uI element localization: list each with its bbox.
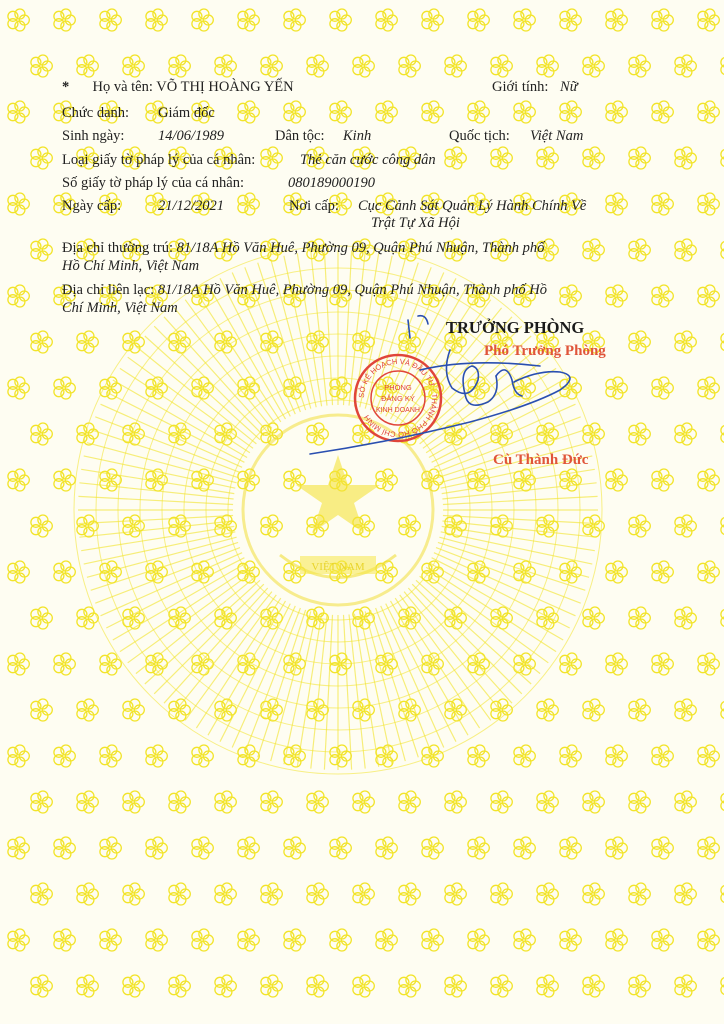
- pattern-flower: [560, 285, 581, 307]
- pattern-flower: [514, 929, 535, 951]
- pattern-flower: [560, 837, 581, 859]
- pattern-flower: [468, 745, 489, 767]
- pattern-flower: [583, 975, 604, 997]
- pattern-flower: [514, 9, 535, 31]
- pattern-flower: [629, 883, 650, 905]
- emblem-ribbon-text: VIỆT NAM: [311, 561, 365, 573]
- perm-addr-row: [62, 239, 544, 257]
- signature-title: TRƯỞNG PHÒNG: [446, 318, 585, 337]
- pattern-ray: [412, 584, 522, 694]
- pattern-flower: [675, 331, 696, 353]
- pattern-flower: [537, 515, 558, 537]
- pattern-flower: [652, 653, 673, 675]
- stamp-center-line2: ĐĂNG KÝ: [381, 394, 415, 403]
- stamp-center-line3: KINH DOANH: [376, 407, 420, 414]
- pattern-flower: [560, 653, 581, 675]
- pattern-flower: [698, 9, 719, 31]
- doc-no-label: Số giấy tờ pháp lý của cá nhân:: [62, 175, 245, 191]
- dob-label: Sinh ngày:: [62, 128, 125, 144]
- pattern-ray: [311, 614, 327, 768]
- pattern-flower: [652, 929, 673, 951]
- pattern-flower: [8, 193, 29, 215]
- pattern-flower: [514, 745, 535, 767]
- pattern-flower: [8, 377, 29, 399]
- pattern-flower: [123, 55, 144, 77]
- pattern-flower: [445, 147, 466, 169]
- pattern-ray: [258, 610, 306, 757]
- pattern-flower: [31, 975, 52, 997]
- doc-type-label: Loại giấy tờ pháp lý của cá nhân:: [62, 152, 256, 168]
- contact-addr-row: [62, 281, 547, 299]
- pattern-flower: [100, 837, 121, 859]
- pattern-ray: [79, 521, 233, 537]
- pattern-flower: [353, 883, 374, 905]
- pattern-flower: [146, 837, 167, 859]
- pattern-flower: [698, 285, 719, 307]
- pattern-flower: [31, 55, 52, 77]
- pattern-flower: [31, 883, 52, 905]
- pattern-flower: [54, 745, 75, 767]
- pattern-flower: [468, 837, 489, 859]
- stamp-center-line1: PHÒNG: [384, 383, 412, 392]
- pattern-flower: [491, 883, 512, 905]
- pattern-flower: [422, 9, 443, 31]
- pattern-flower: [192, 929, 213, 951]
- gender-row: [492, 78, 578, 96]
- handwritten-signature: [300, 310, 630, 470]
- pattern-ray: [164, 588, 268, 703]
- pattern-flower: [583, 55, 604, 77]
- pattern-flower: [583, 699, 604, 721]
- doc-type-value: Thẻ căn cước công dân: [300, 152, 436, 168]
- pattern-flower: [31, 147, 52, 169]
- pattern-flower: [537, 883, 558, 905]
- pattern-flower: [675, 515, 696, 537]
- pattern-flower: [238, 377, 259, 399]
- pattern-flower: [77, 699, 98, 721]
- title-value: Giám đốc: [158, 105, 215, 121]
- pattern-flower: [537, 55, 558, 77]
- pattern-flower: [606, 193, 627, 215]
- pattern-flower: [123, 975, 144, 997]
- pattern-flower: [31, 239, 52, 261]
- pattern-flower: [376, 469, 397, 491]
- pattern-flower: [606, 653, 627, 675]
- pattern-flower: [54, 9, 75, 31]
- pattern-flower: [560, 9, 581, 31]
- pattern-flower: [261, 883, 282, 905]
- pattern-flower: [606, 561, 627, 583]
- pattern-flower: [629, 975, 650, 997]
- pattern-flower: [629, 55, 650, 77]
- pattern-flower: [652, 469, 673, 491]
- pattern-flower: [330, 9, 351, 31]
- pattern-flower: [537, 975, 558, 997]
- pattern-flower: [675, 607, 696, 629]
- pattern-flower: [445, 791, 466, 813]
- pattern-ray: [443, 496, 598, 504]
- pattern-flower: [192, 745, 213, 767]
- perm-addr-line1: 81/18A Hồ Văn Huê, Phường 09, Quận Phú Nhuận, Thành phố: [176, 240, 545, 256]
- signature-subtitle: Phó Trưởng Phòng: [484, 343, 606, 359]
- pattern-flower: [284, 9, 305, 31]
- pattern-ray: [441, 532, 593, 564]
- issue-date-value: 21/12/2021: [158, 198, 225, 214]
- pattern-ray: [154, 584, 264, 694]
- pattern-flower: [468, 929, 489, 951]
- pattern-ray: [360, 613, 392, 765]
- pattern-ray: [443, 516, 598, 524]
- pattern-ray: [284, 613, 316, 765]
- pattern-flower: [123, 699, 144, 721]
- pattern-flower: [192, 837, 213, 859]
- pattern-flower: [376, 561, 397, 583]
- pattern-flower: [353, 55, 374, 77]
- pattern-flower: [261, 147, 282, 169]
- pattern-flower: [215, 55, 236, 77]
- pattern-flower: [31, 607, 52, 629]
- pattern-flower: [422, 101, 443, 123]
- pattern-flower: [652, 837, 673, 859]
- pattern-ray: [91, 430, 238, 478]
- pattern-flower: [376, 9, 397, 31]
- doc-no-value: 080189000190: [288, 175, 375, 191]
- pattern-flower: [583, 239, 604, 261]
- pattern-flower: [399, 55, 420, 77]
- pattern-flower: [330, 101, 351, 123]
- pattern-flower: [698, 377, 719, 399]
- issue-place-line1: Cục Cảnh Sát Quản Lý Hành Chính Về: [358, 198, 587, 214]
- pattern-ray: [416, 580, 531, 684]
- pattern-flower: [606, 745, 627, 767]
- pattern-flower: [399, 975, 420, 997]
- pattern-ray: [164, 317, 268, 432]
- pattern-flower: [675, 883, 696, 905]
- pattern-flower: [261, 55, 282, 77]
- issue-place-label: Nơi cấp:: [289, 198, 339, 214]
- pattern-flower: [77, 791, 98, 813]
- pattern-flower: [307, 975, 328, 997]
- pattern-flower: [146, 745, 167, 767]
- pattern-flower: [491, 791, 512, 813]
- pattern-flower: [606, 9, 627, 31]
- pattern-flower: [215, 883, 236, 905]
- pattern-flower: [514, 837, 535, 859]
- pattern-flower: [123, 791, 144, 813]
- pattern-flower: [675, 239, 696, 261]
- pattern-flower: [698, 101, 719, 123]
- pattern-flower: [606, 837, 627, 859]
- pattern-flower: [353, 975, 374, 997]
- pattern-flower: [330, 837, 351, 859]
- perm-addr-label: Địa chỉ thường trú:: [62, 240, 173, 256]
- pattern-flower: [468, 9, 489, 31]
- pattern-flower: [537, 791, 558, 813]
- pattern-flower: [652, 101, 673, 123]
- pattern-flower: [169, 55, 190, 77]
- pattern-flower: [77, 55, 98, 77]
- pattern-ray: [145, 336, 260, 440]
- pattern-ray: [78, 516, 233, 524]
- pattern-flower: [629, 791, 650, 813]
- pattern-ray: [78, 496, 233, 504]
- pattern-flower: [399, 791, 420, 813]
- pattern-flower: [54, 469, 75, 491]
- pattern-flower: [652, 285, 673, 307]
- gender-value: Nữ: [560, 79, 578, 95]
- pattern-ray: [196, 292, 280, 422]
- pattern-flower: [238, 837, 259, 859]
- pattern-flower: [307, 791, 328, 813]
- pattern-flower: [54, 377, 75, 399]
- pattern-flower: [31, 515, 52, 537]
- pattern-flower: [54, 837, 75, 859]
- name-label: Họ và tên:: [92, 79, 153, 95]
- pattern-flower: [54, 653, 75, 675]
- pattern-flower: [261, 515, 282, 537]
- pattern-flower: [31, 423, 52, 445]
- pattern-flower: [445, 975, 466, 997]
- pattern-flower: [629, 699, 650, 721]
- pattern-flower: [468, 101, 489, 123]
- pattern-flower: [652, 9, 673, 31]
- pattern-flower: [606, 929, 627, 951]
- stamp-ring-text: SỞ KẾ HOẠCH VÀ ĐẦU TƯ · THÀNH PHỐ HỒ CHÍ MINH: [356, 356, 440, 440]
- pattern-flower: [77, 515, 98, 537]
- pattern-flower: [8, 561, 29, 583]
- pattern-flower: [169, 883, 190, 905]
- perm-addr-line2: Hồ Chí Minh, Việt Nam: [62, 258, 200, 274]
- pattern-flower: [399, 515, 420, 537]
- pattern-flower: [123, 883, 144, 905]
- pattern-flower: [238, 9, 259, 31]
- pattern-flower: [537, 147, 558, 169]
- pattern-flower: [77, 331, 98, 353]
- ethnic-label: Dân tộc:: [275, 128, 325, 144]
- pattern-flower: [652, 377, 673, 399]
- pattern-flower: [284, 837, 305, 859]
- pattern-flower: [652, 745, 673, 767]
- pattern-flower: [629, 331, 650, 353]
- pattern-flower: [353, 791, 374, 813]
- contact-addr-label: Địa chỉ liên lạc:: [62, 282, 155, 298]
- bullet: *: [62, 79, 70, 95]
- pattern-ray: [408, 588, 512, 703]
- pattern-flower: [215, 791, 236, 813]
- pattern-flower: [192, 9, 213, 31]
- pattern-flower: [698, 193, 719, 215]
- name-value: VÕ THỊ HOÀNG YẾN: [156, 79, 294, 95]
- pattern-flower: [238, 193, 259, 215]
- pattern-flower: [629, 147, 650, 169]
- nationality-label: Quốc tịch:: [449, 128, 510, 144]
- pattern-flower: [284, 929, 305, 951]
- pattern-flower: [445, 55, 466, 77]
- contact-addr-line2: Chí Minh, Việt Nam: [62, 300, 178, 316]
- pattern-flower: [8, 9, 29, 31]
- pattern-flower: [537, 699, 558, 721]
- pattern-flower: [100, 561, 121, 583]
- pattern-flower: [583, 147, 604, 169]
- pattern-flower: [77, 607, 98, 629]
- pattern-flower: [8, 653, 29, 675]
- pattern-flower: [169, 791, 190, 813]
- pattern-ray: [84, 532, 236, 564]
- pattern-ray: [174, 308, 272, 429]
- signer-name: Cù Thành Đức: [493, 452, 589, 468]
- dob-value: 14/06/1989: [158, 128, 225, 144]
- pattern-flower: [261, 331, 282, 353]
- pattern-flower: [675, 423, 696, 445]
- pattern-flower: [629, 607, 650, 629]
- name-row: [62, 78, 294, 96]
- pattern-flower: [100, 9, 121, 31]
- title-label: Chức danh:: [62, 105, 130, 121]
- pattern-ray: [438, 542, 585, 590]
- pattern-flower: [54, 561, 75, 583]
- pattern-flower: [146, 929, 167, 951]
- pattern-flower: [77, 975, 98, 997]
- pattern-flower: [675, 147, 696, 169]
- pattern-flower: [491, 975, 512, 997]
- pattern-flower: [698, 837, 719, 859]
- pattern-flower: [606, 101, 627, 123]
- pattern-flower: [54, 929, 75, 951]
- pattern-flower: [376, 929, 397, 951]
- pattern-ray: [370, 610, 418, 757]
- pattern-ray: [426, 567, 556, 651]
- pattern-flower: [445, 883, 466, 905]
- pattern-flower: [307, 55, 328, 77]
- pattern-flower: [698, 561, 719, 583]
- pattern-flower: [238, 101, 259, 123]
- pattern-flower: [330, 929, 351, 951]
- pattern-flower: [560, 929, 581, 951]
- pattern-flower: [422, 929, 443, 951]
- pattern-flower: [215, 975, 236, 997]
- pattern-flower: [583, 791, 604, 813]
- pattern-flower: [514, 561, 535, 583]
- pattern-flower: [698, 653, 719, 675]
- pattern-flower: [100, 745, 121, 767]
- pattern-flower: [8, 285, 29, 307]
- pattern-flower: [330, 745, 351, 767]
- pattern-ray: [324, 615, 332, 770]
- pattern-flower: [675, 55, 696, 77]
- pattern-flower: [606, 469, 627, 491]
- issue-place-line2: Trật Tự Xã Hội: [371, 215, 460, 231]
- pattern-flower: [698, 469, 719, 491]
- pattern-ray: [91, 542, 238, 590]
- pattern-flower: [100, 929, 121, 951]
- pattern-flower: [399, 883, 420, 905]
- ethnic-value: Kinh: [343, 128, 372, 144]
- pattern-flower: [8, 101, 29, 123]
- pattern-flower: [629, 515, 650, 537]
- pattern-flower: [698, 929, 719, 951]
- pattern-flower: [629, 239, 650, 261]
- pattern-flower: [583, 607, 604, 629]
- pattern-flower: [31, 331, 52, 353]
- nationality-value: Việt Nam: [530, 128, 584, 144]
- pattern-flower: [675, 975, 696, 997]
- pattern-flower: [284, 101, 305, 123]
- pattern-flower: [514, 101, 535, 123]
- pattern-ray: [79, 483, 233, 499]
- pattern-flower: [422, 837, 443, 859]
- pattern-flower: [583, 883, 604, 905]
- pattern-flower: [261, 975, 282, 997]
- issue-date-label: Ngày cấp:: [62, 198, 122, 214]
- pattern-flower: [238, 929, 259, 951]
- pattern-flower: [491, 55, 512, 77]
- gender-label: Giới tính:: [492, 79, 549, 95]
- pattern-ray: [349, 614, 365, 768]
- pattern-flower: [675, 699, 696, 721]
- pattern-flower: [307, 883, 328, 905]
- pattern-flower: [8, 745, 29, 767]
- pattern-flower: [192, 653, 213, 675]
- pattern-flower: [77, 883, 98, 905]
- pattern-flower: [606, 285, 627, 307]
- pattern-flower: [675, 791, 696, 813]
- pattern-flower: [100, 377, 121, 399]
- pattern-flower: [146, 9, 167, 31]
- pattern-flower: [31, 699, 52, 721]
- pattern-flower: [560, 101, 581, 123]
- pattern-flower: [8, 469, 29, 491]
- contact-addr-line1: 81/18A Hồ Văn Huê, Phường 09, Quận Phú Nhuận, Thành phố Hồ: [157, 282, 547, 298]
- pattern-flower: [698, 745, 719, 767]
- pattern-flower: [491, 147, 512, 169]
- pattern-flower: [629, 423, 650, 445]
- pattern-flower: [560, 745, 581, 767]
- pattern-flower: [652, 193, 673, 215]
- pattern-flower: [652, 561, 673, 583]
- pattern-flower: [31, 791, 52, 813]
- pattern-flower: [169, 975, 190, 997]
- pattern-flower: [8, 929, 29, 951]
- pattern-flower: [261, 791, 282, 813]
- pattern-flower: [8, 837, 29, 859]
- pattern-flower: [376, 837, 397, 859]
- pattern-flower: [376, 101, 397, 123]
